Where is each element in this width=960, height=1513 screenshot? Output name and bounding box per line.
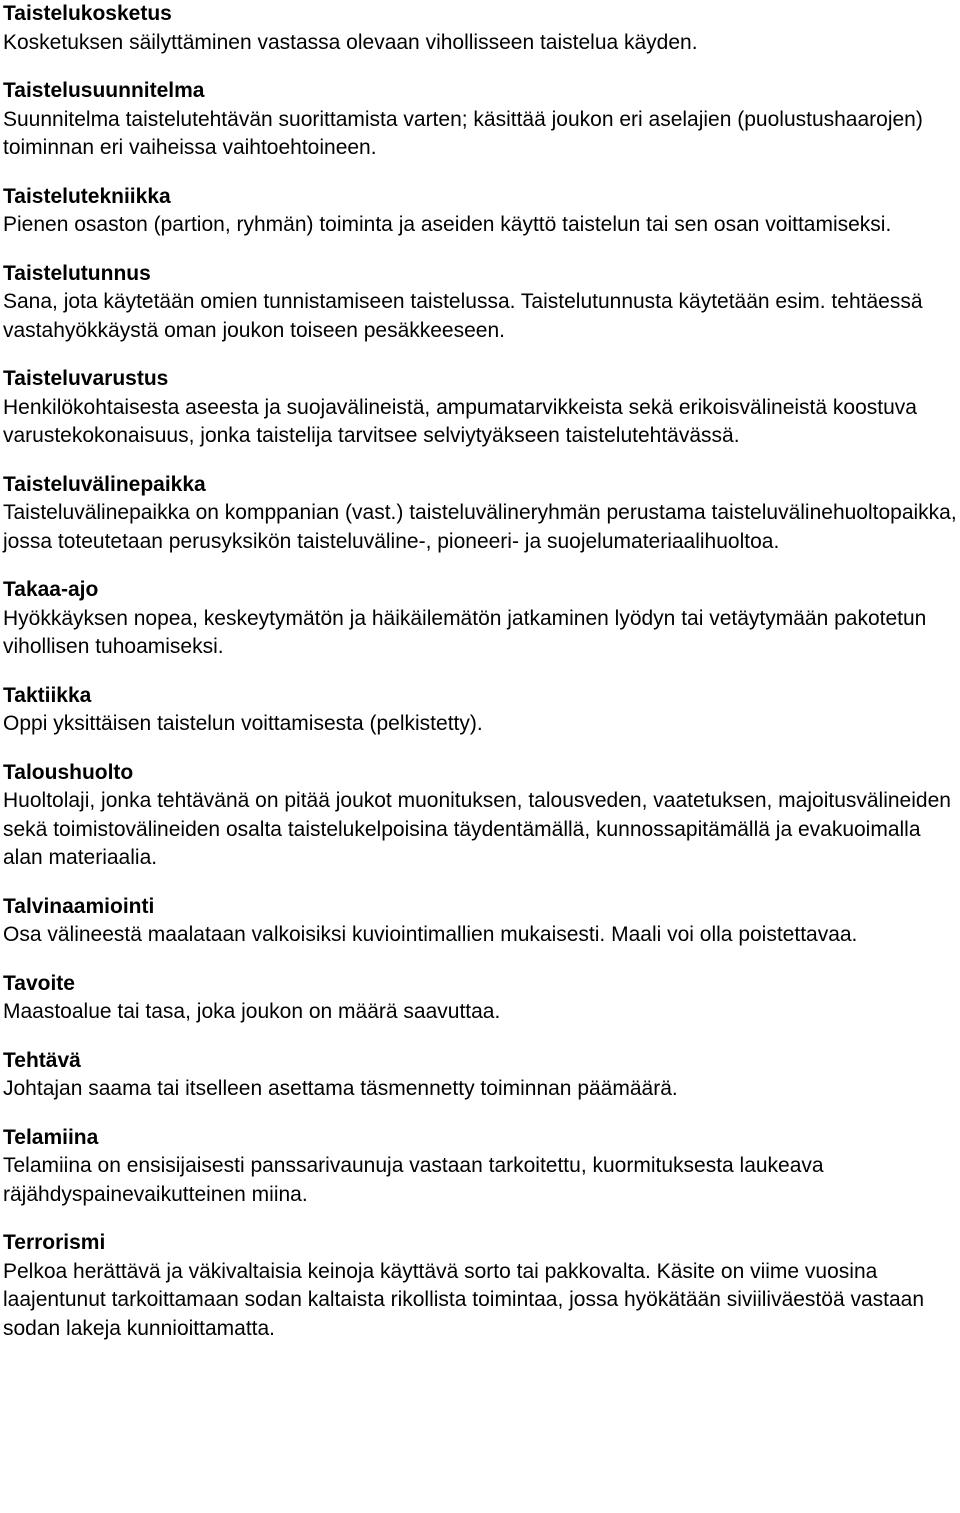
entry-term: Tehtävä (3, 1048, 81, 1072)
entry-term: Talvinaamiointi (3, 894, 155, 918)
entry-term: Tavoite (3, 971, 75, 995)
glossary-document (3, 0, 958, 1363)
entry-term: Terrorismi (3, 1231, 106, 1254)
glossary-entry (3, 576, 958, 662)
entry-definition: Pelkoa herättävä ja väkivaltaisia keinoja käyttävä sorto tai pakkovalta. Käsite on viime vuosina laajentunut tarkoittamaan sodan kaltaista rikollista toimintaa, jossa hyökätään siviiliväestöä vastaan sodan lakeja kunnioittamatta. (3, 1259, 925, 1340)
glossary-entry (3, 1124, 958, 1210)
glossary-entry (3, 77, 958, 163)
entry-definition: Telamiina on ensisijaisesti panssarivaunuja vastaan tarkoitettu, kuormituksesta laukeava räjähdyspainevaikutteinen miina. (3, 1154, 824, 1206)
entry-definition: Oppi yksittäisen taistelun voittamisesta (pelkistetty). (3, 712, 483, 735)
entry-definition: Kosketuksen säilyttäminen vastassa olevaan vihollisseen taistelua käyden. (3, 30, 698, 54)
entry-term: Taistelukosketus (3, 2, 172, 25)
glossary-entry (3, 183, 958, 240)
entry-term: Taistelutunnus (3, 261, 151, 285)
entry-definition: Taisteluvälinepaikka on komppanian (vast.) taisteluvälineryhmän perustama taisteluvälinehuoltopaikka, jossa toteutetaan perusyksikön taisteluväline-, pioneeri- ja suojelumateriaalihuoltoa. (3, 501, 957, 553)
entry-term: Taisteluvarustus (3, 367, 169, 390)
entry-term: Telamiina (3, 1125, 99, 1149)
entry-definition: Suunnitelma taistelutehtävän suorittamista varten; käsittää joukon eri aselajien (puolustushaarojen) toiminnan eri vaiheissa vaihtoehtoineen. (3, 107, 923, 159)
entry-definition: Pienen osaston (partion, ryhmän) toiminta ja aseiden käyttö taistelun tai sen osan voittamiseksi. (3, 213, 892, 236)
glossary-entry (3, 893, 958, 950)
glossary-entry (3, 759, 958, 873)
glossary-entry (3, 260, 958, 346)
entry-term: Taistelusuunnitelma (3, 79, 205, 102)
glossary-entry (3, 682, 958, 739)
entry-definition: Huoltolaji, jonka tehtävänä on pitää joukot muonituksen, talousveden, vaatetuksen, majoitusvälineiden sekä toimistovälineiden osalta taistelukelpoisina täydentämällä, kunnossapitämällä ja evakuoimalla alan materiaalia. (3, 789, 951, 869)
entry-term: Taloushuolto (3, 760, 134, 784)
entry-term: Taisteluvälinepaikka (3, 472, 206, 496)
glossary-entry (3, 1229, 958, 1343)
entry-term: Taktiikka (3, 683, 92, 707)
glossary-entry (3, 471, 958, 557)
glossary-entry (3, 365, 958, 451)
glossary-entry (3, 0, 958, 57)
entry-definition: Maastoalue tai tasa, joka joukon on määrä saavuttaa. (3, 1000, 501, 1023)
glossary-entry (3, 1047, 958, 1104)
entry-definition: Sana, jota käytetään omien tunnistamiseen taistelussa. Taistelutunnusta käytetään esim. tehtäessä vastahyökkäystä oman joukon toiseen pesäkkeeseen. (3, 290, 923, 342)
entry-definition: Johtajan saama tai itselleen asettama täsmennetty toiminnan päämäärä. (3, 1077, 678, 1100)
entry-term: Takaa-ajo (3, 578, 99, 601)
glossary-entry (3, 970, 958, 1027)
entry-term: Taistelutekniikka (3, 184, 171, 208)
entry-definition: Osa välineestä maalataan valkoisiksi kuviointimallien mukaisesti. Maali voi olla poistettavaa. (3, 923, 858, 946)
entry-definition: Henkilökohtaisesta aseesta ja suojavälineistä, ampumatarvikkeista sekä erikoisvälineistä koostuva varustekokonaisuus, jonka taistelija tarvitsee selviytyäkseen taistelutehtävässä. (3, 395, 917, 447)
entry-definition: Hyökkäyksen nopea, keskeytymätön ja häikäilemätön jatkaminen lyödyn tai vetäytymään pakotetun vihollisen tuhoamiseksi. (3, 606, 927, 658)
